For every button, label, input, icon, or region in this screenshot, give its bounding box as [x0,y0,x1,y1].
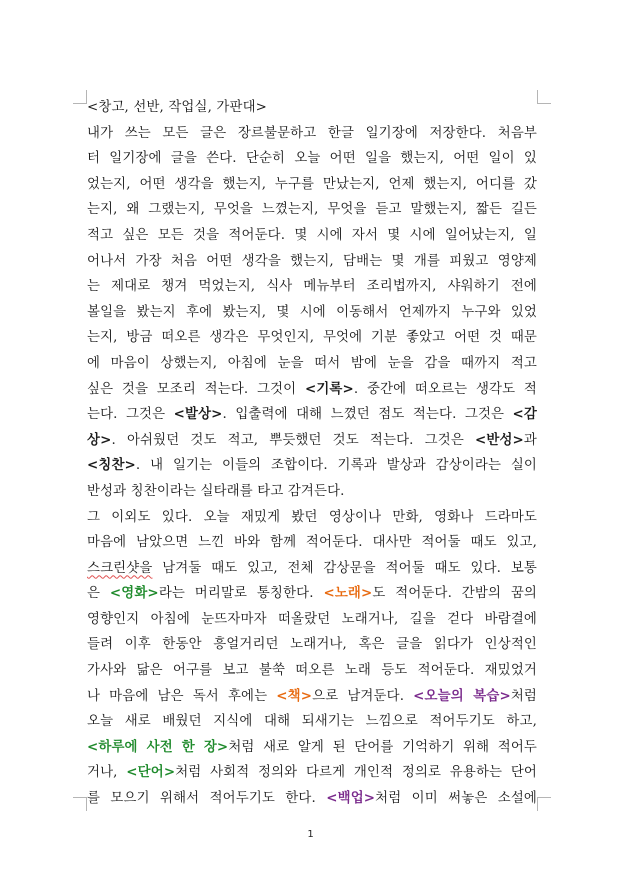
text-run: 처럼 이미 써놓은 소설에 [375,791,537,807]
text-run: 으로 남겨둔다. [312,688,414,704]
tag-praise: <칭찬> [87,457,136,474]
paragraph-2-line: 그 이외도 있다. 오늘 재밌게 봤던 영상이나 만화, 영화나 드라마도 [87,509,537,525]
crop-mark-top-right [537,90,551,104]
text-run: 은 [87,586,110,602]
paragraph-1-line: 내가 쓰는 모든 글은 장르불문하고 한글 일기장에 저장한다. 처음부 [87,125,537,141]
text-run: 를 모으기 위해서 적어두기도 한다. [87,791,327,807]
document-body[interactable] [87,95,537,812]
text-run: . 아쉬웠던 것도 적고, 뿌듯했던 것도 적는다. 그것은 [111,432,475,448]
text-run: . 중간에 떠오르는 생각도 적 [353,381,537,397]
paragraph-2-line: 가사와 닮은 어구를 보고 불쑥 떠오른 노래 등도 적어둔다. 재밌었거 [87,663,537,679]
text-run: 라는 머리말로 통칭한다. [158,586,324,602]
crop-mark-bottom-left [73,797,87,811]
tag-backup: <백업> [326,790,376,807]
tag-today-review: <오늘의 복습> [413,687,511,704]
paragraph-1-line [87,453,537,479]
text-run: 싶은 것을 모조리 적는다. 그것이 [87,381,305,397]
crop-mark-bottom-right [537,797,551,811]
paragraph-2-line [87,786,537,812]
crop-mark-top-left [73,90,87,104]
paragraph-2-line [87,581,537,607]
tag-reflection: <반성> [474,431,524,448]
tag-impression-start: <감 [512,406,538,423]
page-number: 1 [307,829,314,840]
tag-book: <책> [276,687,313,704]
paragraph-2-line [87,760,537,786]
tag-song: <노래> [323,585,373,602]
paragraph-1-line: 반성과 칭찬이라는 실타래를 타고 감겨든다. [87,483,345,499]
paragraph-1-line: 터 일기장에 글을 쓴다. 단순히 오늘 어떤 일을 했는지, 어떤 일이 있 [87,151,537,167]
paragraph-1-line: 었는지, 어떤 생각을 했는지, 누구를 만났는지, 언제 했는지, 어디를 갔 [87,176,537,192]
spellcheck-word[interactable]: 스크린샷을 [87,560,153,576]
text-run: 도 적어둔다. 간밤의 꿈의 [372,586,538,602]
tag-dictionary-page: <하루에 사전 한 장> [87,738,229,755]
paragraph-1-line: 는지, 방금 떠오른 생각은 무엇인지, 무엇에 기분 좋았고 어떤 것 때문 [87,330,537,346]
paragraph-1-line: 볼일을 봤는지 후에 봤는지, 몇 시에 이동해서 언제까지 누구와 있었 [87,304,537,320]
paragraph-1-line: 어나서 가장 처음 어떤 생각을 했는지, 담배는 몇 개를 피웠고 영양제 [87,253,537,269]
text-run: 처럼 [510,688,537,704]
paragraph-2-line: 들려 이후 한동안 흥얼거리던 노래거나, 혹은 글을 읽다가 인상적인 [87,637,537,653]
section-heading: <창고, 선반, 작업실, 가판대> [87,100,268,115]
text-run: 남겨둘 때도 있고, 전체 감상문을 적어둘 때도 있다. 보통 [152,560,537,576]
text-run: 거나, [87,765,127,781]
paragraph-2-line: 영향인지 아침에 눈뜨자마자 떠올랐던 노래거나, 길을 걷다 바람결에 [87,611,537,627]
text-run: 과 [523,432,537,448]
tag-idea: <발상> [173,406,223,423]
paragraph-2-line [87,684,537,710]
text-run: 처럼 사회적 정의와 다르게 개인적 정의로 유용하는 단어 [175,765,538,781]
paragraph-2-line: 오늘 새로 배웠던 지식에 대해 되새기는 느낌으로 적어두기도 하고, [87,714,537,730]
paragraph-2-line [87,556,537,582]
text-run: . 입출력에 대해 느꼈던 점도 적는다. 그것은 [222,407,513,423]
tag-impression-end: 상> [87,431,112,448]
paragraph-1-line [87,377,537,403]
paragraph-1-line: 적고 싶은 모든 것을 적어둔다. 몇 시에 자서 몇 시에 일어났는지, 일 [87,227,537,243]
paragraph-1-line: 는 제대로 챙겨 먹었는지, 식사 메뉴부터 조리법까지, 샤워하기 전에 [87,279,537,295]
paragraph-1-line: 에 마음이 상했는지, 아침에 눈을 떠서 밤에 눈을 감을 때까지 적고 [87,355,537,371]
paragraph-1-line [87,428,537,454]
tag-record: <기록> [304,380,354,397]
tag-word: <단어> [126,764,176,781]
paragraph-1-line [87,402,537,428]
text-run: 처럼 새로 알게 된 단어를 기억하기 위해 적어두 [228,739,538,755]
paragraph-1-line: 는지, 왜 그랬는지, 무엇을 느꼈는지, 무엇을 듣고 말했는지, 짧든 길든 [87,202,537,218]
paragraph-2-line [87,735,537,761]
text-run: 나 마음에 남은 독서 후에는 [87,688,277,704]
paragraph-2-line: 마음에 남았으면 느낀 바와 함께 적어둔다. 대사만 적어둘 때도 있고, [87,535,537,551]
text-run: 는다. 그것은 [87,407,174,423]
tag-movie: <영화> [109,585,159,602]
text-run: . 내 일기는 이들의 조합이다. 기록과 발상과 감상이라는 실이 [135,458,537,474]
